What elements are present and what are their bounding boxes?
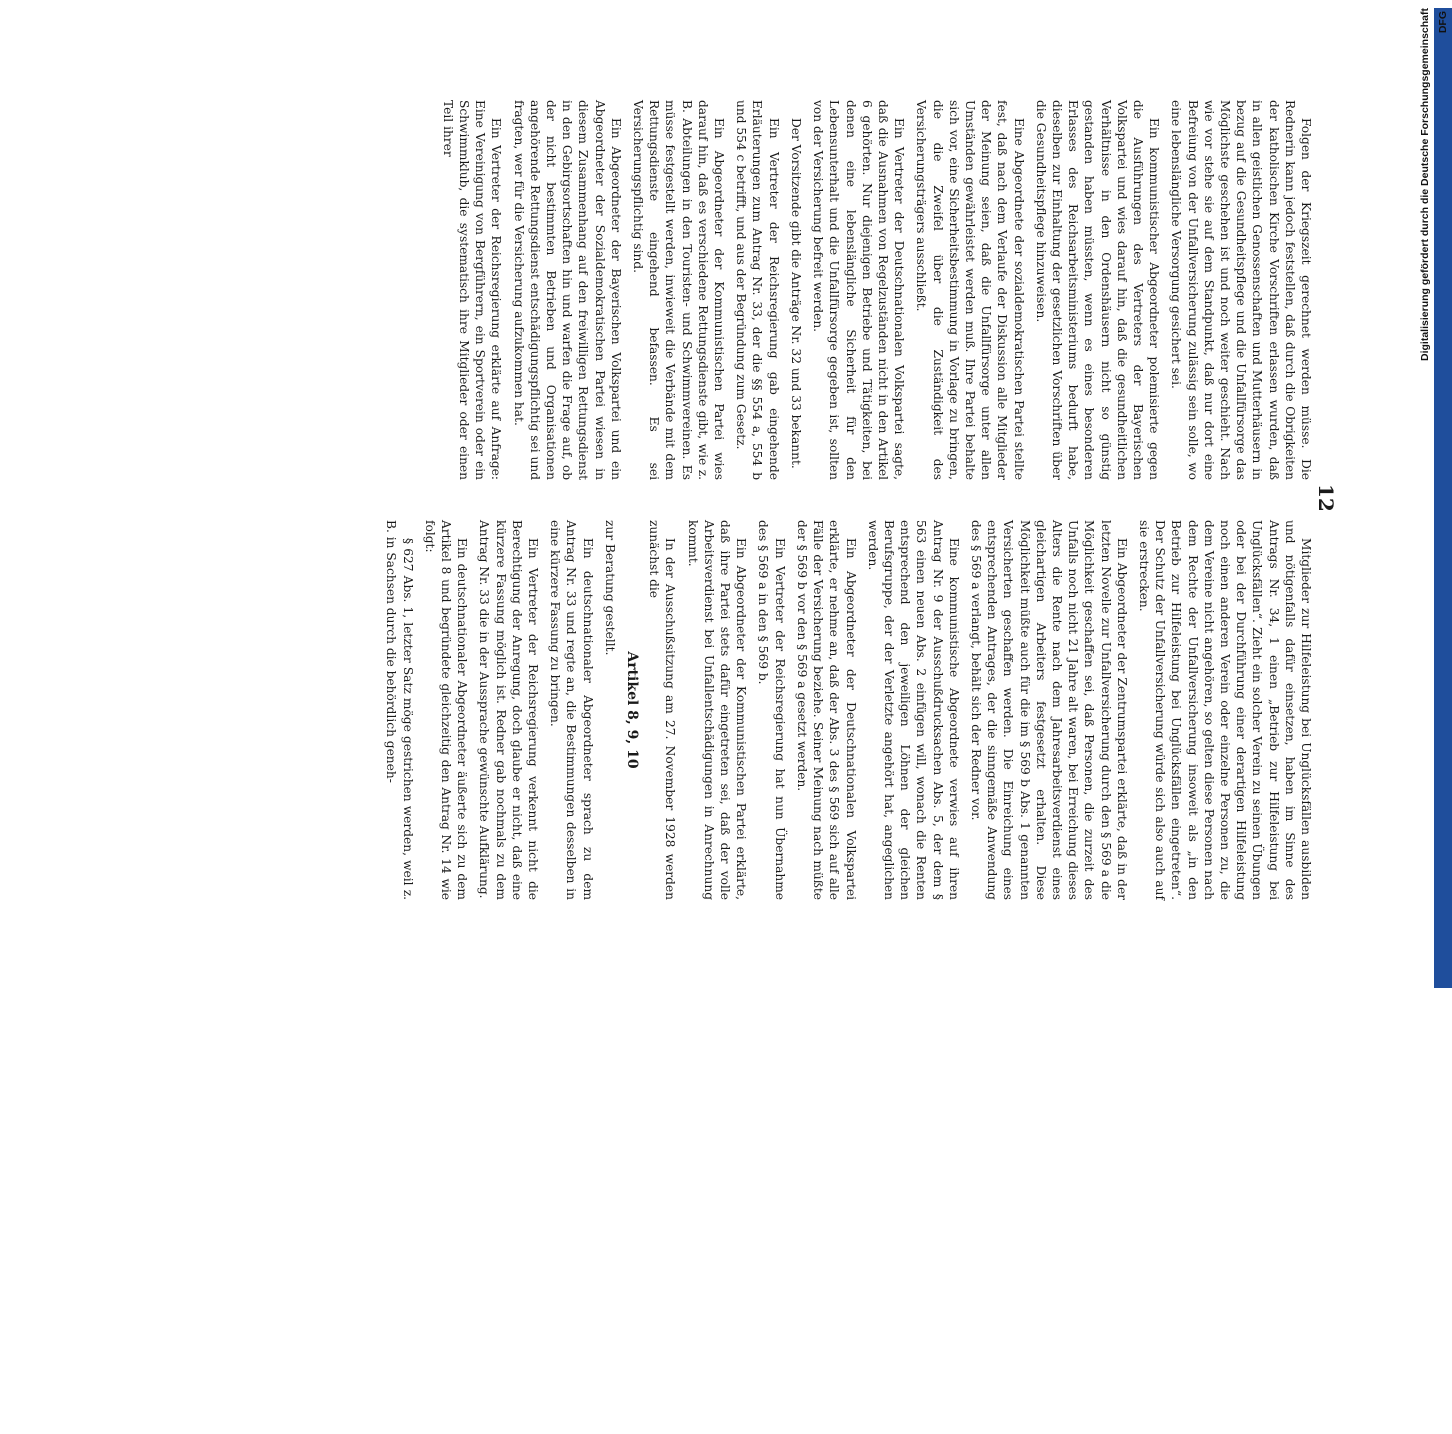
paragraph: Ein Vertreter der Reichsregierung verkennt nicht die Berechtigung der Anregung, doch glaube er nicht, daß eine kürzere Fassung möglich ist. Redner gab nochmals zu dem Antrag Nr. 33 die in der Aussprache gewünschte Aufklärung. [477, 520, 541, 900]
paragraph: Ein Abgeordneter der Kommunistischen Partei erklärte, daß ihre Partei stets dafür eingetreten sei, daß der volle Arbeitsverdienst bei Unfallentschädigungen in Anrechnung kommt. [685, 520, 749, 900]
paragraph: zur Beratung gestellt. [602, 520, 617, 656]
paragraph: Eine kommunistische Abgeordnete verwies auf ihren Antrag Nr. 9 der Ausschußdrucksachen Abs. 5, der dem § 563 einen neuen Abs. 2 einfügen will, wonach die Renten entsprechend den jeweiligen Löhnen der gleichen Berufsgruppe, der der Verletzte angehört hat, angeglichen werden. [865, 520, 961, 900]
credit-text: Digitalisierung gefördert durch die Deutsche Forschungsgemeinschaft [1419, 8, 1431, 361]
paragraph: Ein deutschnationaler Abgeordneter äußerte sich zu dem Artikel 8 und begründete gleichzeitig den Antrag Nr. 14 wie folgt: [422, 520, 470, 900]
paragraph: Der Vorsitzende gibt die Anträge Nr. 32 und 33 bekannt. [788, 118, 803, 469]
paragraph: Ein Abgeordneter der Zentrumspartei erklärte, daß in der letzten Novelle zur Unfallversicherung durch den § 569 a die Möglichkeit geschaffen sei, daß Personen, die zurzeit des Unfalls noch nicht 21 Jahre alt waren, bei Erreichung dieses Alters die Rente nach dem Jahresarbeitsverdienst eines gleichartigen Arbeiters festgesetzt erhalten. Diese Möglichkeit müßte auch für die im § 569 b Abs. 1 genannten Versicherten geschaffen werden. Die Einreichung eines entsprechenden Antrages, der die sinngemäße Anwendung des § 569 a verlangt, behält sich der Redner vor. [968, 520, 1129, 900]
left-column [94, 100, 1314, 480]
page-number: 12 [1314, 484, 1338, 512]
paragraph: Ein deutschnationaler Abgeordneter sprach zu dem Antrag Nr. 33 und regte an, die Bestimmungen desselben in eine kürzere Fassung zu bringen. [548, 520, 595, 900]
paragraph: Eine Abgeordnete der sozialdemokratischen Partei stellte fest, daß nach dem Verlaufe der Diskussion alle Mitglieder der Meinung seien, daß die Unfallfürsorge unter allen Umständen gewährleistet werden muß. Ihre Partei behalte sich vor, eine Sicherheitsbestimmung in Vorlage zu bringen, die die Zweifel über die Zuständigkeit des Versicherungsträgers ausschließt. [914, 100, 1026, 480]
paragraph: Ein Abgeordneter der Deutschnationalen Volkspartei erklärte, er nehme an, daß der Abs. 3 des § 569 sich auf alle Fälle der Versicherung beziehe. Seiner Meinung nach müßte der § 569 b vor den § 569 a gesetzt werden. [794, 520, 858, 900]
paragraph: Ein kommunistischer Abgeordneter polemisierte gegen die Ausführungen des Vertreters der Bayerischen Volkspartei und wies darauf hin, daß die gesundheitlichen Verhältnisse in den Ordenshäusern nicht so günstig gestanden haben müssten, wenn es eines besonderen Erlasses des Reichsarbeitsministeriums bedurft habe, dieselben zur Einhaltung der gesetzlichen Vorschriften über die Gesundheitspflege hinzuweisen. [1033, 100, 1162, 480]
paragraph: Ein Vertreter der Reichsregierung gab eingehende Erläuterungen zum Antrag Nr. 33, der die §§ 554 a, 554 b und 554 c betrifft, und aus der Begründung zum Gesetz. [734, 100, 781, 480]
dfg-logo-icon: DFG [1434, 8, 1452, 988]
section-heading: Artikel 8, 9, 10 [624, 651, 641, 769]
paragraph: Mitglieder zur Hilfeleistung bei Unglücksfällen ausbilden und nötigenfalls dafür einsetzen, haben im Sinne des Antrags Nr. 34, 1 einen „Betrieb zur Hilfeleistung bei Unglücksfällen“. Zieht ein solcher Verein zu seinen Übungen oder bei der Durchführung einer derartigen Hilfeleistung noch einen anderen Verein oder einzelne Personen zu, die dem Vereine nicht angehören, so gelten diese Personen nach dem Rechte der Unfallversicherung insoweit als „in den Betrieb zur Hilfeleistung bei Unglücksfällen eingetreten“. Der Schutz der Unfallversicherung würde sich also auch auf sie erstrecken. [1136, 520, 1313, 900]
credit-line [1416, 8, 1452, 992]
paragraph: Folgen der Kriegszeit gerechnet werden müsse. Die Rednerin kann jedoch feststellen, daß durch die Obrigkeiten der katholischen Kirche Vorschriften erlassen wurden, daß in allen geistlichen Genossenschaften und Mutterhäusern in bezug auf die Gesundheitspflege und die Unfallfürsorge das Möglichste geschehen ist und noch weiter geschieht. Nach wie vor stehe sie auf dem Standpunkt, daß nur dort eine Befreiung von der Unfallversicherung zulässig sein solle, wo eine lebenslängliche Versorgung gesichert sei. [1169, 100, 1313, 480]
paragraph: Ein Vertreter der Reichsregierung erklärte auf Anfrage: Eine Vereinigung von Bergführern, ein Sportverein oder ein Schwimmklub, die systematisch ihre Mitglieder oder einen Teil ihrer [440, 100, 504, 480]
paragraph: Ein Abgeordneter der Bayerischen Volkspartei und ein Abgeordneter der Sozialdemokratischen Partei wiesen in diesem Zusammenhang auf den freiwilligen Rettungsdienst in den Gebirgsortschaften hin und warfen die Frage auf, ob der nicht bestimmten Betrieben und Organisationen angehörende Rettungsdienst entschädigungspflichtig sei und fragten, wer für die Versicherung aufzukommen hat. [511, 100, 623, 480]
paragraph: In der Ausschußsitzung am 27. November 1928 werden zunächst die [647, 520, 678, 900]
paragraph: Ein Abgeordneter der Kommunistischen Partei wies darauf hin, daß es verschiedene Rettungsdienste gibt, wie z. B. Abteilungen in den Touristen- und Schwimmvereinen. Es müsse festgestellt werden, inwieweit die Verbände mit dem Rettungsdienste eingehend befassen. Es sei Versicherungspflichtig sind. [631, 100, 727, 480]
digitization-credit [1416, 8, 1449, 992]
paragraph: § 627 Abs. 1, letzter Satz möge gestrichen werden, weil z. B. in Sachsen durch die behördlich geneh- [384, 520, 415, 900]
paragraph: Ein Vertreter der Reichsregierung hat nun Übernahme des § 569 a in den § 569 b. [756, 520, 787, 900]
rotated-page [384, 0, 1434, 1434]
paragraph: Ein Vertreter der Deutschnationalen Volkspartei sagte, daß die Ausnahmen von Regelzuständen nicht in den Artikel 6 gehörten. Nur diejenigen Betriebe und Tätigkeiten, bei denen eine lebenslängliche Sicherheit für den Lebensunterhalt und die Unfallfürsorge gegeben ist, sollten von der Versicherung befreit werden. [811, 100, 907, 480]
right-column [94, 520, 1314, 900]
